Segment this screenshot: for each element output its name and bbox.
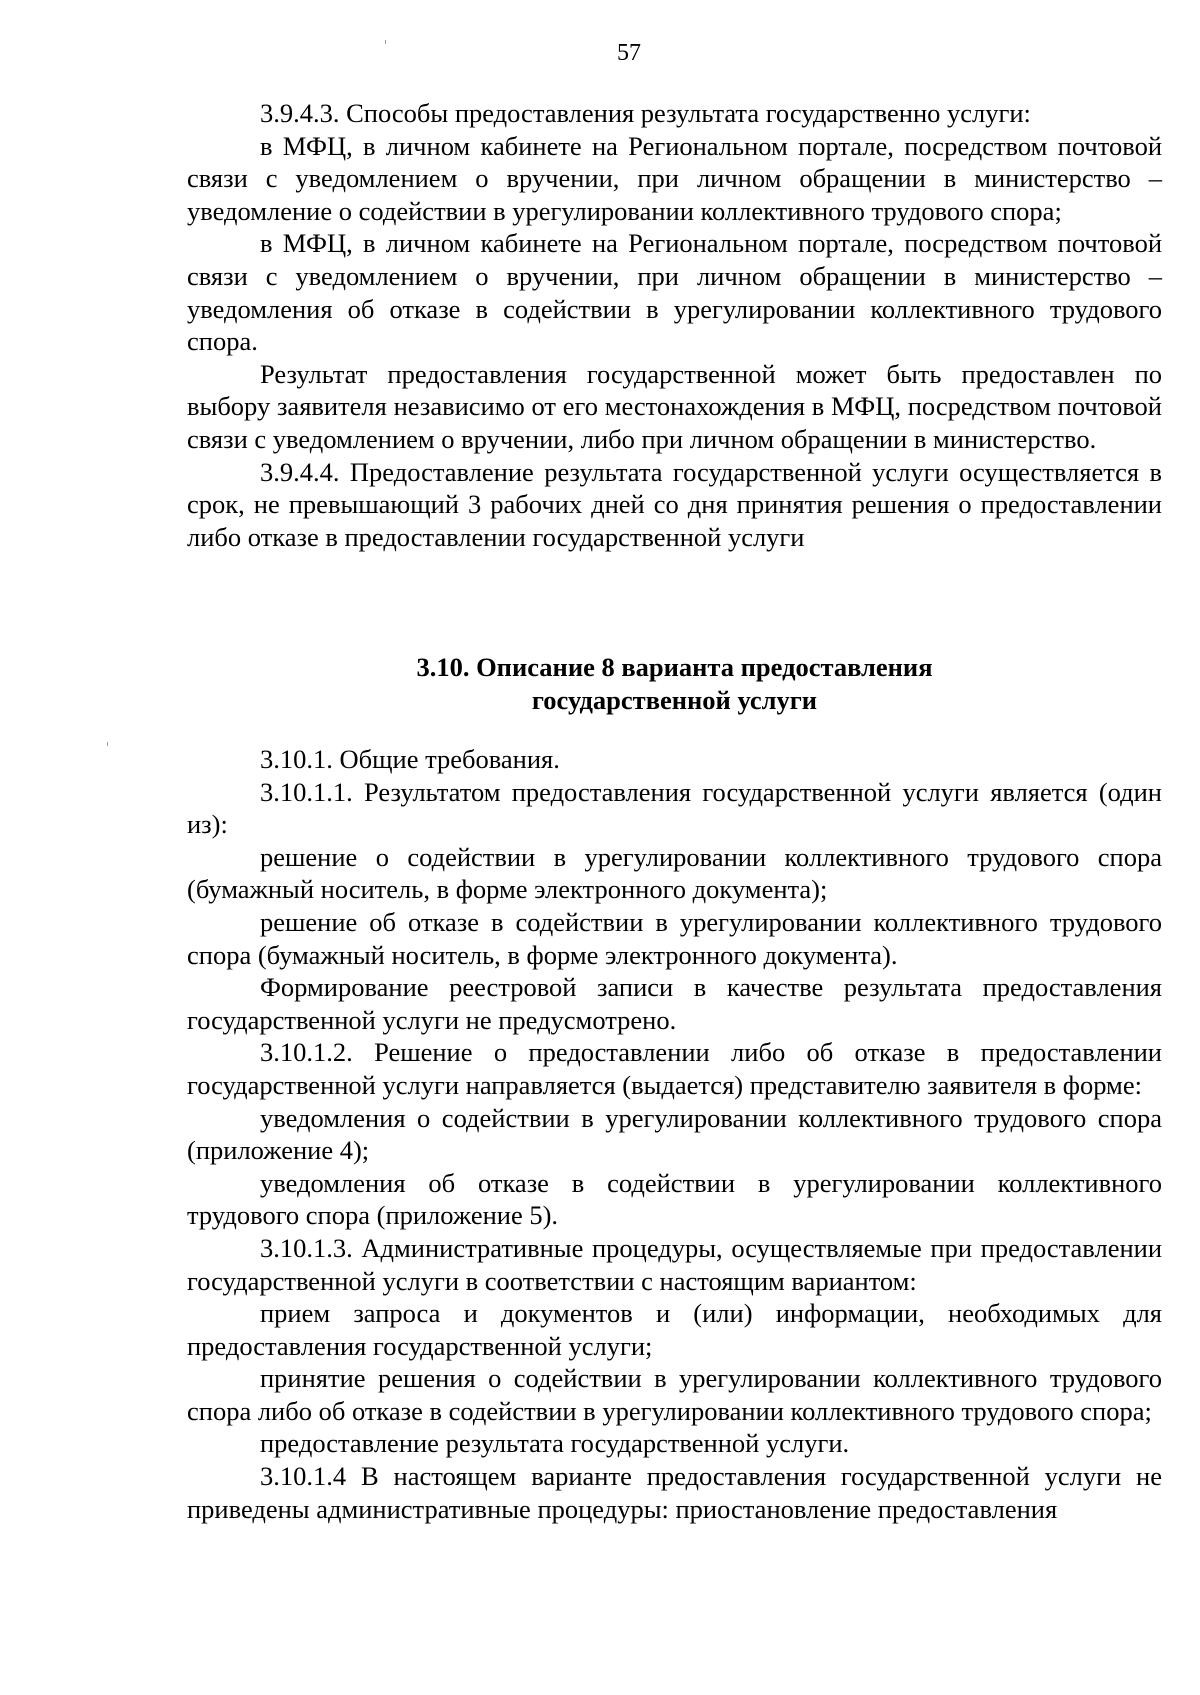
paragraph: прием запроса и документов и (или) информации, необходимых для предоставления государственной услуги; [187,1298,1162,1361]
paragraph: решение об отказе в содействии в урегулировании коллективного трудового спора (бумажный носитель, в форме электронного документа). [187,906,1162,970]
paragraph: уведомления об отказе в содействии в урегулировании коллективного трудового спора (приложение 5). [187,1167,1162,1231]
section-heading-line-2: государственной услуги [531,684,818,715]
section-heading-line-1: 3.10. Описание 8 варианта предоставления [416,652,933,682]
scan-artifact [107,742,108,746]
paragraph: Формирование реестровой записи в качестве результата предоставления государственной услуги не предусмотрено. [187,972,1162,1035]
paragraph: решение о содействии в урегулировании коллективного трудового спора (бумажный носитель, в форме электронного документа); [187,841,1162,905]
paragraph: 3.9.4.3. Способы предоставления результата государственно услуги: [260,98,1031,128]
paragraph: в МФЦ, в личном кабинете на Региональном портале, посредством почтовой связи с уведомлением о вручении, при личном обращении в министерство – уведомления об отказе в содействии в урегулировании коллективного трудового спора. [187,228,1162,357]
page-number: 57 [617,40,641,66]
paragraph: 3.10.1. Общие требования. [260,744,560,774]
paragraph: 3.10.1.4 В настоящем варианте предоставления государственной услуги не приведены административные процедуры: приостановление предоставления [187,1461,1162,1524]
section-3-10-1-text [187,743,1162,1525]
paragraph: 3.10.1.3. Административные процедуры, осуществляемые при предоставлении государственной услуги в соответствии с настоящим вариантом: [187,1232,1162,1296]
paragraph: Результат предоставления государственной может быть предоставлен по выбору заявителя независимо от его местонахождения в МФЦ, посредством почтовой связи с уведомлением о вручении, либо при личном обращении в министерство. [187,358,1162,454]
paragraph: уведомления о содействии в урегулировании коллективного трудового спора (приложение 4); [187,1102,1162,1166]
paragraph: в МФЦ, в личном кабинете на Региональном портале, посредством почтовой связи с уведомлением о вручении, при личном обращении в министерство – уведомление о содействии в урегулировании коллективного трудового спора; [187,130,1162,226]
paragraph: 3.10.1.1. Результатом предоставления государственной услуги является (один из): [187,776,1162,840]
paragraph: 3.10.1.2. Решение о предоставлении либо об отказе в предоставлении государственной услуги направляется (выдается) представителю заявителя в форме: [187,1037,1162,1100]
section-3-9-4-text [187,97,1162,553]
section-heading [187,651,1162,716]
paragraph: предоставление результата государственной услуги. [260,1428,850,1459]
paragraph: принятие решения о содействии в урегулировании коллективного трудового спора либо об отказе в содействии в урегулировании коллективного трудового спора; [187,1363,1162,1426]
paragraph: 3.9.4.4. Предоставление результата государственной услуги осуществляется в срок, не превышающий 3 рабочих дней со дня принятия решения о предоставлении либо отказе в предоставлении государственной услуги [187,456,1162,552]
